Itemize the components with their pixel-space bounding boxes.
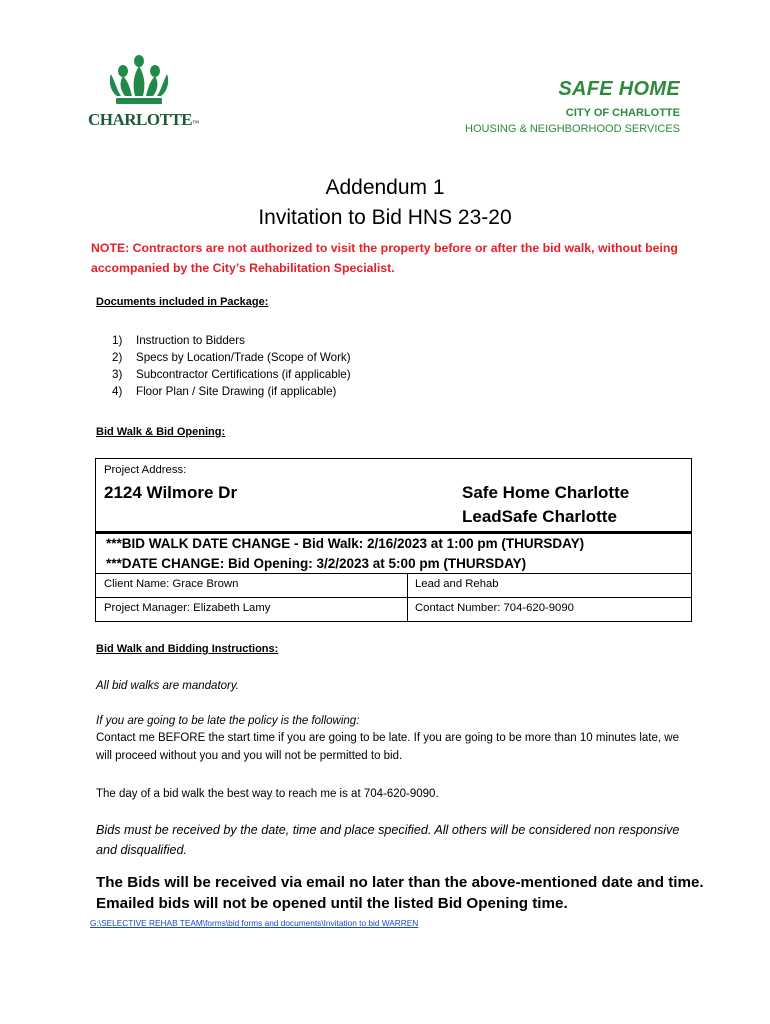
list-item: 1) Instruction to Bidders	[112, 334, 245, 347]
logo-wordmark: CHARLOTTE™	[88, 110, 199, 129]
bid-walk-date-change: ***BID WALK DATE CHANGE - Bid Walk: 2/16/2023 at 1:00 pm (THURSDAY)	[106, 536, 585, 551]
invitation-title: Invitation to Bid HNS 23-20	[258, 206, 512, 229]
email-policy-text: The Bids will be received via email no later than the above-mentioned date and time. Emailed bids will not be opened until the listed Bid Opening time.	[96, 874, 704, 912]
bid-walk-heading: Bid Walk & Bid Opening:	[96, 426, 226, 438]
client-name: Client Name: Grace Brown	[96, 574, 408, 597]
program-name-1: Safe Home Charlotte	[462, 483, 630, 502]
project-address-label: Project Address:	[104, 464, 187, 476]
city-name: CITY OF CHARLOTTE	[565, 107, 680, 119]
crown-icon	[108, 52, 170, 108]
contractor-note: NOTE: Contractors are not authorized to visit the property before or after the bid walk, without being accompanied by the City’s Rehabilitation Specialist.	[91, 241, 678, 275]
documents-list	[112, 332, 351, 400]
contact-number: Contact Number: 704-620-9090	[415, 602, 574, 614]
manager-row	[96, 597, 691, 621]
program-title: SAFE HOME	[558, 78, 680, 100]
bid-info-table	[95, 458, 692, 622]
file-path-link[interactable]: G:\SELECTIVE REHAB TEAM\forms\bid forms and documents\Invitation to bid WARREN	[90, 918, 419, 928]
charlotte-logo	[88, 52, 198, 132]
receipt-policy-text: Bids must be received by the date, time and place specified. All others will be considered non responsive and disqualified.	[96, 823, 680, 857]
instructions-heading: Bid Walk and Bidding Instructions:	[96, 643, 279, 655]
bid-opening-date-change: ***DATE CHANGE: Bid Opening: 3/2/2023 at 5:00 pm (THURSDAY)	[106, 556, 527, 571]
header-block	[465, 78, 680, 135]
mandatory-text: All bid walks are mandatory.	[96, 680, 239, 692]
program-name-2: LeadSafe Charlotte	[462, 507, 617, 526]
program-type: Lead and Rehab	[415, 578, 499, 590]
contact-day-of-text: The day of a bid walk the best way to reach me is at 704-620-9090.	[96, 788, 439, 800]
list-item: 2) Specs by Location/Trade (Scope of Work)	[112, 351, 351, 364]
addendum-title: Addendum 1	[325, 176, 445, 199]
project-manager: Project Manager: Elizabeth Lamy	[96, 598, 408, 621]
project-address: 2124 Wilmore Dr	[104, 483, 238, 502]
department-name: HOUSING & NEIGHBORHOOD SERVICES	[465, 123, 680, 135]
list-item: 3) Subcontractor Certifications (if applicable)	[112, 368, 351, 381]
list-item: 4) Floor Plan / Site Drawing (if applicable)	[112, 385, 337, 398]
late-policy-text: Contact me BEFORE the start time if you are going to be late. If you are going to be more than 10 minutes late, we will proceed without you and you will not be permitted to bid.	[96, 732, 679, 762]
project-row	[96, 459, 691, 534]
date-change-row	[96, 534, 691, 574]
late-policy-intro: If you are going to be late the policy is the following:	[96, 715, 360, 727]
documents-heading: Documents included in Package:	[96, 296, 269, 308]
client-row	[96, 574, 691, 597]
